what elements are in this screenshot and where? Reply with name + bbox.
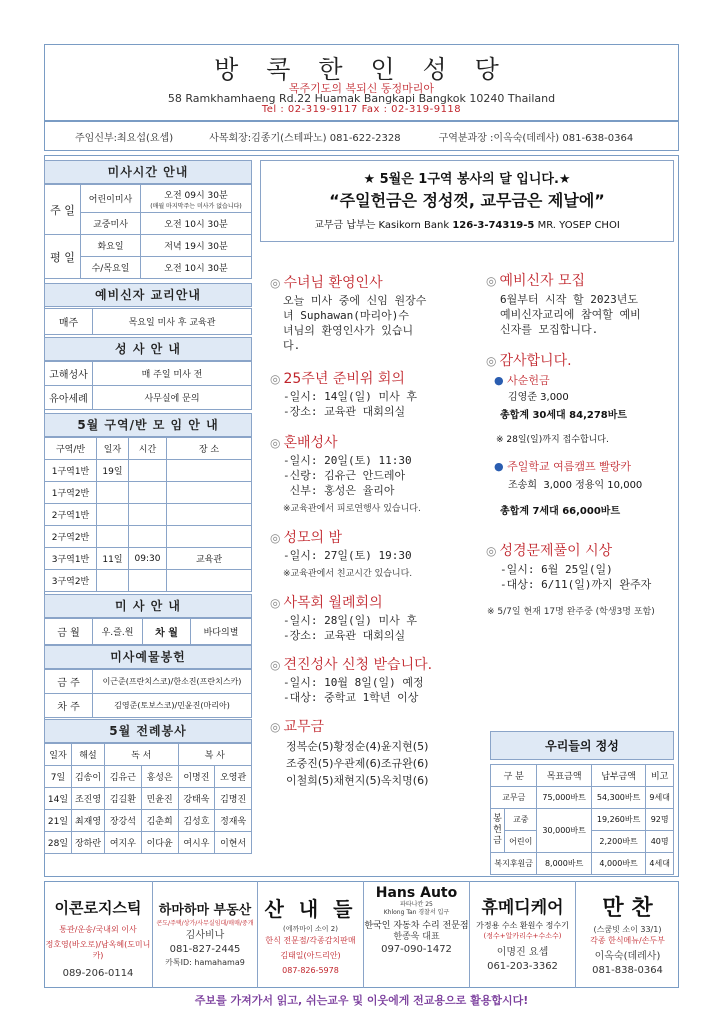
table-row bbox=[491, 853, 674, 875]
table-cell bbox=[167, 570, 252, 592]
news-body: -일시: 28일(일) 미사 후 -장소: 교육관 대회의실 bbox=[283, 614, 417, 642]
table-cell: 이다윤 bbox=[141, 832, 178, 854]
mass-time: 오전 09시 30분 bbox=[164, 190, 228, 201]
offering-cell: 우.즐.원 bbox=[93, 619, 143, 645]
ad-sannaedeul bbox=[257, 881, 363, 988]
ad-phone: 061-203-3362 bbox=[487, 961, 558, 972]
ad-name: 산 내 들 bbox=[264, 897, 357, 921]
table-cell: 2구역1반 bbox=[45, 504, 97, 526]
news-body: -일시: 20일(토) 11:30 -신랑: 김유근 안드레아 신부: 홍성은 율리아 bbox=[283, 454, 412, 497]
circle-icon: ◎ bbox=[486, 354, 497, 368]
duty-label: 금 주 bbox=[45, 670, 93, 694]
table-cell: 김명진 bbox=[215, 788, 252, 810]
table-cell bbox=[97, 570, 129, 592]
ad-name: Hans Auto bbox=[375, 885, 458, 901]
sacrament-value: 사무실에 문의 bbox=[93, 386, 252, 410]
news-title: 수녀님 환영인사 bbox=[283, 275, 383, 291]
ad-line: 각종 한식메뉴/손두부 bbox=[590, 936, 665, 945]
table-cell: 김춘희 bbox=[141, 810, 178, 832]
bank-prefix: 교무금 납부는 Kasikorn Bank bbox=[314, 220, 450, 231]
news-heading bbox=[486, 540, 612, 560]
church-title: 방 콕 한 인 성 당 bbox=[214, 55, 509, 84]
circle-icon: ◎ bbox=[270, 658, 281, 672]
thanks-row2: 조송희 3,000 정용익 10,000 bbox=[508, 480, 643, 491]
table-cell: 1구역2반 bbox=[45, 482, 97, 504]
ad-line: 한식 전문점/각종감치판매 bbox=[265, 936, 356, 945]
table-cell: 교무금 bbox=[491, 787, 537, 809]
news-body: 정복순(5)황정순(4)윤지현(5) 조중진(5)우관제(6)조규완(6) 이철희(5)채현지(5)옥치명(6) bbox=[286, 740, 429, 787]
table-row bbox=[45, 766, 252, 788]
table-row bbox=[45, 548, 252, 570]
table-cell: 김성호 bbox=[178, 810, 215, 832]
table-row bbox=[491, 809, 674, 831]
table-cell: 75,000바트 bbox=[537, 787, 591, 809]
sacrament-value: 매 주일 미사 전 bbox=[93, 362, 252, 386]
offerings-table bbox=[490, 764, 674, 875]
church-address: 58 Ramkhamhaeng Rd.22 Huamak Bangkapi Bangkok 10240 Thailand bbox=[167, 92, 556, 105]
church-subtitle: 목주기도의 복되신 동정마리아 bbox=[288, 82, 435, 95]
news-title: 성경문제풀이 시상 bbox=[499, 543, 613, 559]
bullet-icon: ● bbox=[494, 460, 504, 473]
district-meetings-table bbox=[44, 437, 252, 592]
col-header: 복 사 bbox=[178, 744, 252, 766]
circle-icon: ◎ bbox=[270, 372, 281, 386]
circle-icon: ◎ bbox=[486, 544, 497, 558]
table-cell: 김유근 bbox=[105, 766, 142, 788]
ad-icon-logistics bbox=[44, 881, 152, 988]
news-title: 사목회 월례회의 bbox=[283, 595, 383, 611]
mass-times-table bbox=[44, 184, 252, 279]
table-cell: 홍성은 bbox=[141, 766, 178, 788]
table-cell: 교중 bbox=[505, 809, 537, 831]
ad-manchan bbox=[575, 881, 679, 988]
thanks-note1: ※ 28일(일)까지 접수합니다. bbox=[496, 435, 609, 445]
table-cell: 강태욱 bbox=[178, 788, 215, 810]
ad-line: 김사비나 bbox=[185, 930, 225, 941]
table-row bbox=[45, 482, 252, 504]
ad-line: 이명진 요셉 bbox=[496, 947, 549, 958]
catechumen-value: 목요일 미사 후 교육관 bbox=[93, 309, 252, 335]
council-info: 사목회장:김종기(스테파노) 081-622-2328 bbox=[209, 132, 401, 144]
ad-line: 한종욱 대표 bbox=[393, 932, 440, 942]
bullet-icon: ● bbox=[494, 374, 504, 387]
ad-phone: 089-206-0114 bbox=[62, 968, 134, 979]
liturgy-table bbox=[44, 743, 252, 854]
ad-line: (정수+알카리수+수소수) bbox=[483, 932, 562, 940]
table-row bbox=[45, 504, 252, 526]
ad-line: (에까마이 소이 2) bbox=[283, 925, 338, 933]
table-row bbox=[45, 460, 252, 482]
bible-note: ※ 5/7일 현재 17명 완주중 (학생3명 포함) bbox=[487, 607, 655, 617]
church-tel: Tel : 02-319-9117 Fax : 02-319-9118 bbox=[261, 104, 462, 115]
duty-label: 차 주 bbox=[45, 694, 93, 718]
col-header: 구역/반 bbox=[45, 438, 97, 460]
news-body: 6월부터 시작 할 2023년도 예비신자교리에 참여할 예비 신자를 모집합니다. bbox=[500, 293, 641, 336]
news-heading bbox=[486, 350, 572, 370]
news-title: 예비신자 모집 bbox=[499, 273, 586, 289]
col-header: 납부금액 bbox=[591, 765, 645, 787]
table-cell: 30,000바트 bbox=[537, 809, 591, 853]
news-title: 견진성사 신청 받습니다. bbox=[283, 657, 433, 673]
news-note: ※교육관에서 친교시간 있습니다. bbox=[283, 569, 413, 579]
table-cell: 오영관 bbox=[215, 766, 252, 788]
bank-account: 126-3-74319-5 bbox=[452, 220, 535, 231]
ad-line: 가정용 수소 환원수 정수기 bbox=[476, 921, 569, 930]
table-cell: 19일 bbox=[97, 460, 129, 482]
table-cell: 11일 bbox=[97, 548, 129, 570]
news-heading bbox=[270, 592, 383, 612]
table-row bbox=[491, 787, 674, 809]
circle-icon: ◎ bbox=[270, 596, 281, 610]
news-note: ※교육관에서 피로연행사 있습니다. bbox=[283, 504, 421, 514]
ad-extra: 카톡ID: hamahama9 bbox=[165, 958, 245, 967]
ad-phone: 081-827-2445 bbox=[169, 944, 241, 955]
news-title: 혼배성사 bbox=[283, 435, 338, 451]
news-heading bbox=[270, 716, 324, 736]
table-cell: 3구역1반 bbox=[45, 548, 97, 570]
news-heading bbox=[486, 270, 585, 290]
notice-line2: “주일헌금은 정성껏, 교무금은 제날에” bbox=[329, 191, 605, 210]
news-heading bbox=[270, 368, 405, 388]
news-title: 감사합니다. bbox=[499, 353, 572, 369]
table-cell: 1구역1반 bbox=[45, 460, 97, 482]
table-cell: 2,200바트 bbox=[591, 831, 645, 853]
district-info: 구역분과장 :이옥숙(데레사) 081-638-0364 bbox=[438, 132, 634, 144]
mass-name: 수/목요일 bbox=[81, 257, 141, 279]
news-heading bbox=[270, 272, 383, 292]
col-header: 해설 bbox=[72, 744, 105, 766]
catechumen-label: 매주 bbox=[45, 309, 93, 335]
thanks-total2: 총합계 7세대 66,000바트 bbox=[500, 506, 621, 517]
ad-phone: 087-826-5978 bbox=[282, 966, 339, 975]
news-body: -일시: 27일(토) 19:30 bbox=[283, 549, 412, 562]
news-body: 오늘 미사 중에 신임 원장수 녀 Suphawan(마리아)수 녀님의 환영인사가 있습니 다. bbox=[283, 294, 427, 352]
duty-value: 이근준(프란치스코)/한소진(프란치스카) bbox=[93, 670, 252, 694]
ad-line: 이옥숙(데레사) bbox=[594, 951, 661, 962]
mass-time: 저녁 19시 30분 bbox=[141, 235, 252, 257]
table-cell: 장강석 bbox=[105, 810, 142, 832]
table-cell: 2구역2반 bbox=[45, 526, 97, 548]
ad-line: 김태일(아드리안) bbox=[280, 951, 341, 960]
sacrament-label: 유아세례 bbox=[45, 386, 93, 410]
footer-message: 주보를 가져가서 읽고, 쉬는교우 및 이웃에게 전교용으로 활용합시다! bbox=[194, 994, 529, 1007]
mass-note: (매월 마지막주는 미사가 없습니다) bbox=[150, 202, 242, 210]
ad-hamahama bbox=[152, 881, 257, 988]
table-cell: 최재영 bbox=[72, 810, 105, 832]
table-cell: 장하란 bbox=[72, 832, 105, 854]
table-cell: 21일 bbox=[45, 810, 72, 832]
table-cell: 정재욱 bbox=[215, 810, 252, 832]
ad-line: Khlong Tan 경찰서 입구 bbox=[383, 909, 450, 916]
table-row bbox=[45, 832, 252, 854]
table-cell: 김송이 bbox=[72, 766, 105, 788]
mass-name: 교중미사 bbox=[81, 213, 141, 235]
circle-icon: ◎ bbox=[486, 274, 497, 288]
table-cell: 54,300바트 bbox=[591, 787, 645, 809]
thanks-sub1-label: 사순헌금 bbox=[507, 374, 550, 387]
circle-icon: ◎ bbox=[270, 531, 281, 545]
thanks-sub2-label: 주일학교 여름캠프 빨랑카 bbox=[507, 460, 631, 473]
table-cell bbox=[129, 570, 167, 592]
thanks-sub1 bbox=[494, 372, 550, 388]
weekday-label: 평 일 bbox=[45, 235, 81, 279]
table-cell bbox=[97, 526, 129, 548]
liturgy-heading: 5월 전례봉사 bbox=[44, 719, 252, 743]
offering-cell: 차 월 bbox=[143, 619, 191, 645]
news-body: -일시: 6월 25일(일) -대상: 6/11(일)까지 완주자 bbox=[500, 563, 652, 591]
table-cell: 4세대 bbox=[646, 853, 674, 875]
table-cell: 민윤진 bbox=[141, 788, 178, 810]
table-row bbox=[45, 570, 252, 592]
sacraments-table bbox=[44, 361, 252, 410]
table-cell bbox=[97, 482, 129, 504]
news-heading bbox=[270, 654, 432, 674]
duty-value: 김영준(토보스코)/민윤진(마리아) bbox=[93, 694, 252, 718]
table-row bbox=[45, 526, 252, 548]
table-cell: 4,000바트 bbox=[591, 853, 645, 875]
notice-line1: ★ 5월은 1구역 봉사의 달 입니다.★ bbox=[363, 172, 571, 187]
table-cell: 3구역2반 bbox=[45, 570, 97, 592]
col-header: 일자 bbox=[45, 744, 72, 766]
ad-name: 하마하마 부동산 bbox=[158, 903, 252, 918]
table-cell: 14일 bbox=[45, 788, 72, 810]
ad-phone: 097-090-1472 bbox=[381, 944, 452, 955]
table-cell: 여지우 bbox=[105, 832, 142, 854]
col-header: 목표금액 bbox=[537, 765, 591, 787]
table-cell: 이명진 bbox=[178, 766, 215, 788]
sunday-label: 주 일 bbox=[45, 185, 81, 235]
mass-name: 화요일 bbox=[81, 235, 141, 257]
col-header: 구 분 bbox=[491, 765, 537, 787]
col-header: 비고 bbox=[646, 765, 674, 787]
district-meetings-heading: 5월 구역/반 모 임 안 내 bbox=[44, 413, 252, 437]
table-cell: 여시우 bbox=[178, 832, 215, 854]
ad-line: 한국인 자동차 수리 전문점 bbox=[364, 921, 469, 931]
service-duty-table bbox=[44, 669, 252, 718]
circle-icon: ◎ bbox=[270, 436, 281, 450]
table-cell bbox=[129, 460, 167, 482]
ad-line: (스쿰빗 소이 33/1) bbox=[593, 925, 662, 934]
sacraments-heading: 성 사 안 내 bbox=[44, 337, 252, 361]
news-title: 25주년 준비위 회의 bbox=[283, 371, 405, 387]
table-cell bbox=[129, 504, 167, 526]
table-cell: 9세대 bbox=[646, 787, 674, 809]
offerings-heading-box bbox=[490, 731, 674, 760]
table-cell: 복지후원금 bbox=[491, 853, 537, 875]
offerings-heading: 우리들의 정성 bbox=[545, 739, 619, 753]
mass-time: 오전 10시 30분 bbox=[141, 213, 252, 235]
table-cell: 19,260바트 bbox=[591, 809, 645, 831]
col-header: 일자 bbox=[97, 438, 129, 460]
table-cell: 이현서 bbox=[215, 832, 252, 854]
ad-line: 정호영(바오로)/남옥혜(도미니카) bbox=[45, 940, 151, 960]
mass-name: 어린이미사 bbox=[81, 185, 141, 213]
service-duty-heading: 미사예물봉헌 bbox=[44, 645, 252, 669]
offering-cell: 바다의별 bbox=[191, 619, 252, 645]
table-cell: 어린이 bbox=[505, 831, 537, 853]
bank-name: MR. YOSEP CHOI bbox=[537, 220, 620, 231]
news-title: 교무금 bbox=[283, 719, 325, 735]
ad-line: 통관/운송/국내외 이사 bbox=[59, 925, 137, 934]
news-title: 성모의 밤 bbox=[283, 530, 343, 546]
col-header: 독 서 bbox=[105, 744, 179, 766]
news-heading bbox=[270, 527, 342, 547]
table-cell bbox=[167, 504, 252, 526]
news-body: -일시: 10월 8일(일) 예정 -대상: 중학교 1학년 이상 bbox=[283, 676, 424, 704]
table-cell: 교육관 bbox=[167, 548, 252, 570]
table-cell bbox=[167, 460, 252, 482]
table-cell: 김길환 bbox=[105, 788, 142, 810]
ad-name: 이콘로지스틱 bbox=[54, 899, 142, 917]
staff-bar bbox=[44, 121, 679, 151]
table-cell: 09:30 bbox=[129, 548, 167, 570]
table-cell bbox=[129, 482, 167, 504]
mass-offering-heading: 미 사 안 내 bbox=[44, 594, 252, 618]
ad-humedicare bbox=[469, 881, 575, 988]
mass-time: 오전 10시 30분 bbox=[141, 257, 252, 279]
circle-icon: ◎ bbox=[270, 720, 281, 734]
catechumen-heading: 예비신자 교리안내 bbox=[44, 283, 252, 307]
mass-times-heading: 미사시간 안내 bbox=[44, 160, 252, 184]
table-cell bbox=[97, 504, 129, 526]
table-cell: 8,000바트 bbox=[537, 853, 591, 875]
ad-line: 콘도/주택/상가/사무실임대/매매/중개 bbox=[156, 920, 254, 927]
table-cell bbox=[167, 482, 252, 504]
thanks-row1: 김영준 3,000 bbox=[508, 392, 569, 403]
news-body: -일시: 14일(일) 미사 후 -장소: 교육관 대회의실 bbox=[283, 390, 417, 418]
table-cell: 92명 bbox=[646, 809, 674, 831]
thanks-total1: 총합계 30세대 84,278바트 bbox=[500, 410, 628, 421]
table-row bbox=[45, 788, 252, 810]
ad-phone: 081-838-0364 bbox=[592, 965, 663, 976]
ad-line: 파타나칸 25 bbox=[400, 901, 433, 908]
thanks-sub2 bbox=[494, 458, 631, 474]
table-cell bbox=[129, 526, 167, 548]
sacrament-label: 고해성사 bbox=[45, 362, 93, 386]
ad-hans-auto bbox=[363, 881, 469, 988]
offering-cell: 금 월 bbox=[45, 619, 93, 645]
col-header: 시간 bbox=[129, 438, 167, 460]
table-cell: 28일 bbox=[45, 832, 72, 854]
news-heading bbox=[270, 432, 338, 452]
ad-name: 만 찬 bbox=[602, 896, 653, 921]
col-header: 장 소 bbox=[167, 438, 252, 460]
catechumen-table bbox=[44, 308, 252, 335]
priest-info: 주임신부:최요섭(요셉) bbox=[75, 132, 174, 144]
table-cell bbox=[167, 526, 252, 548]
group-label: 봉헌금 bbox=[491, 809, 505, 853]
table-row bbox=[45, 810, 252, 832]
bank-info bbox=[260, 216, 674, 231]
ad-name: 휴메디케어 bbox=[481, 898, 564, 918]
mass-offering-table bbox=[44, 618, 252, 645]
table-cell: 40명 bbox=[646, 831, 674, 853]
circle-icon: ◎ bbox=[270, 276, 281, 290]
table-cell: 7일 bbox=[45, 766, 72, 788]
table-cell: 조진영 bbox=[72, 788, 105, 810]
